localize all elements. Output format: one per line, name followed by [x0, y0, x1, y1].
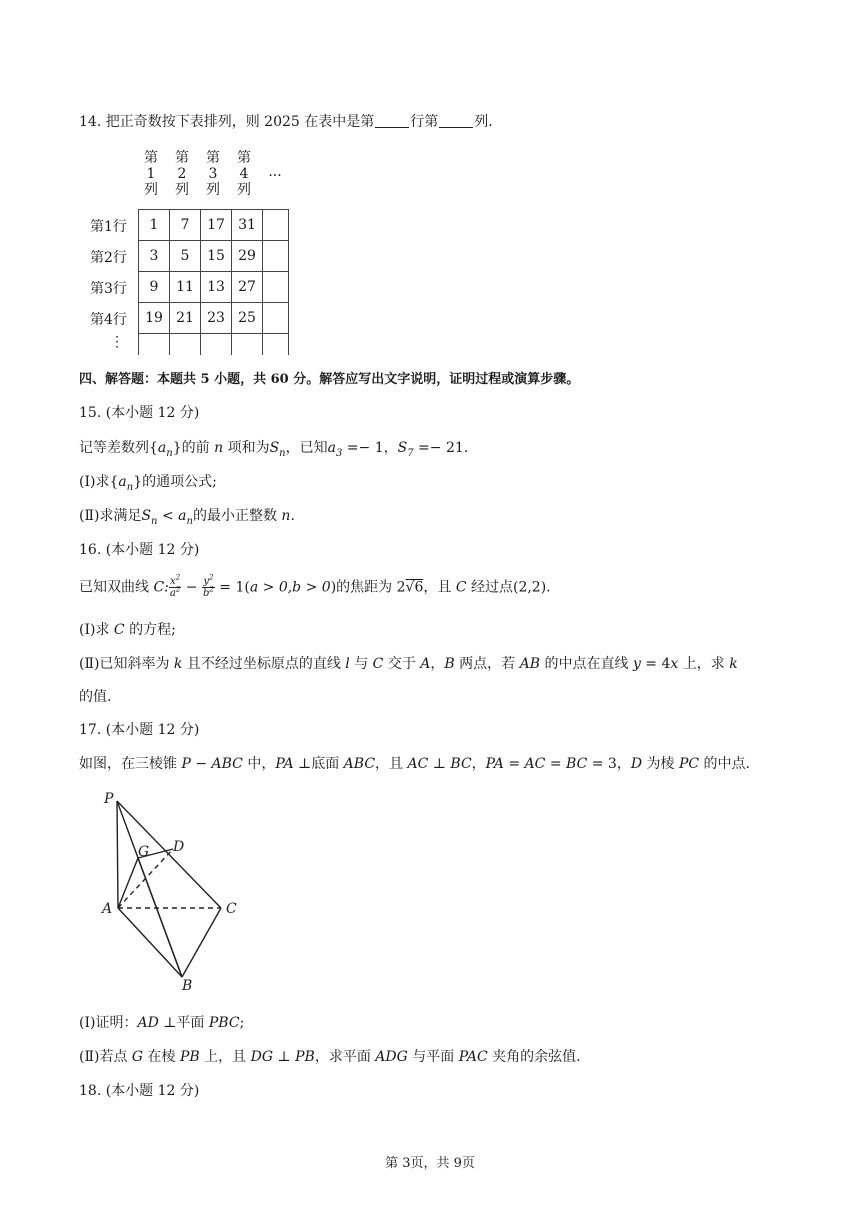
more-columns: ···	[268, 168, 282, 184]
answer-blank-row	[375, 113, 409, 128]
section-heading: 四、解答题：本题共 5 小题，共 60 分。解答应写出文字说明，证明过程或演算步骤。	[79, 372, 580, 387]
table-cell: 13	[207, 279, 225, 295]
col-header-3: 第 3 列	[206, 150, 220, 198]
row-header-4: 第4行	[90, 312, 127, 328]
q15-stem: 记等差数列$\{a_n\}$的前 n 项和为$S_n$，已知$a_3 =- 1$，$S_7 =- 21$.	[79, 440, 469, 459]
label-D: D	[173, 839, 185, 855]
q17-part1: (Ⅰ)证明：AD ⊥平面 PBC;	[79, 1015, 245, 1031]
grid-line	[138, 333, 288, 334]
table-cell: 9	[149, 279, 159, 295]
col-header-2: 第 2 列	[175, 150, 189, 198]
table-cell: 5	[180, 248, 190, 264]
q15-header: 15. (本小题 12 分)	[79, 405, 200, 421]
table-cell: 31	[238, 217, 256, 233]
q16-part1: (Ⅰ)求 C 的方程;	[79, 622, 176, 638]
grid-line	[262, 209, 263, 355]
table-cell: 19	[145, 310, 163, 326]
label-P: P	[104, 791, 114, 807]
table-cell: 25	[238, 310, 256, 326]
tetrahedron-figure	[90, 785, 260, 1000]
table-cell: 15	[207, 248, 225, 264]
table-cell: 7	[180, 217, 190, 233]
col-header-4: 第 4 列	[237, 150, 251, 198]
row-header-2: 第2行	[90, 250, 127, 266]
table-cell: 3	[149, 248, 159, 264]
table-cell: 27	[238, 279, 256, 295]
page-footer: 第 3页，共 9页	[385, 1156, 475, 1171]
q15-part1: (Ⅰ)求$\{a_n\}$的通项公式;	[79, 474, 217, 493]
row-header-3: 第3行	[90, 281, 127, 297]
q14-text: 14. 把正奇数按下表排列，则 2025 在表中是第 行第 列.	[79, 114, 493, 130]
label-C: C	[226, 901, 237, 917]
q16-part2: (Ⅱ)已知斜率为 k 且不经过坐标原点的直线 l 与 C 交于 A，B 两点，若 AB 的中点在直线 y = 4x 上，求 k	[79, 656, 738, 672]
grid-line	[288, 209, 289, 355]
q16-header: 16. (本小题 12 分)	[79, 542, 200, 558]
label-B: B	[182, 978, 193, 994]
row-header-1: 第1行	[90, 219, 127, 235]
q16-part2-cont: 的值.	[79, 689, 112, 705]
table-cell: 1	[149, 217, 159, 233]
q17-stem: 如图，在三棱锥 P − ABC 中，PA ⊥底面 ABC，且 AC ⊥ BC，PA = AC = BC = 3，D 为棱 PC 的中点.	[79, 756, 751, 772]
table-cell: 23	[207, 310, 225, 326]
odd-number-table	[90, 150, 300, 360]
table-cell: 17	[207, 217, 225, 233]
q18-header: 18. (本小题 12 分)	[79, 1083, 200, 1099]
q17-header: 17. (本小题 12 分)	[79, 722, 200, 738]
q16-stem: 已知双曲线 C: $\frac{x^2}{a^2}$ − $\frac{y^2}{b^2}$ = 1(a > 0,b > 0)的焦距为 2√6，且 C 经过点(2,2).	[79, 573, 551, 599]
label-A: A	[102, 901, 113, 917]
col-header-1: 第 1 列	[144, 150, 158, 198]
table-cell: 11	[176, 279, 194, 295]
q17-part2: (Ⅱ)若点 G 在棱 PB 上，且 DG ⊥ PB，求平面 ADG 与平面 PAC 夹角的余弦值.	[79, 1049, 581, 1065]
table-cell: 21	[176, 310, 194, 326]
q15-part2: (Ⅱ)求满足$S_n < a_n$的最小正整数 n.	[79, 508, 295, 527]
answer-blank-col	[439, 113, 473, 128]
table-cell: 29	[238, 248, 256, 264]
label-G: G	[138, 844, 150, 860]
more-rows: ⋮	[110, 334, 124, 350]
